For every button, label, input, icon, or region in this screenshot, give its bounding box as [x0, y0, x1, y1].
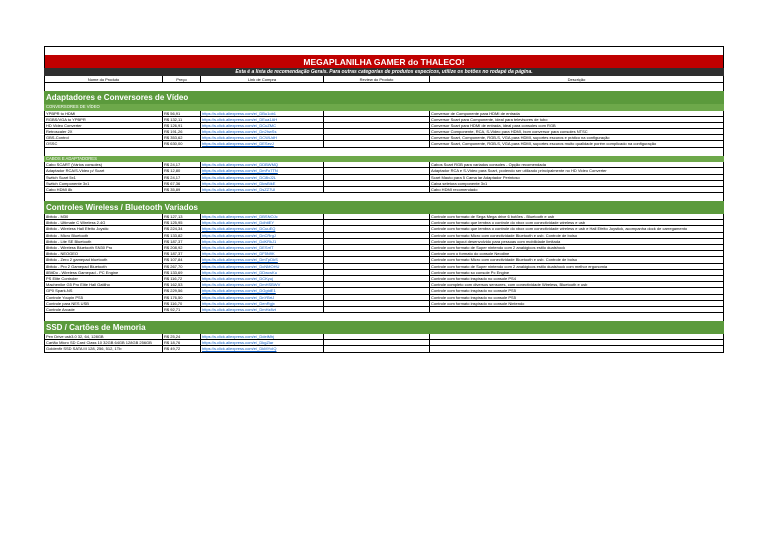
column-headers [44, 76, 724, 83]
product-price: R$ 353,62 [163, 135, 201, 141]
product-name: Goldenfir SSD SATA III 128, 256, 512, 1Tb [44, 346, 163, 352]
product-description: Controle com formato inspirado no console Nintendo [430, 301, 724, 307]
product-description: Conversor Componente, RCA, S-Video para HDMI, bom conversor para consoles NTSC [430, 129, 724, 135]
spacer-row [44, 83, 724, 91]
product-price: R$ 187,37 [163, 251, 201, 257]
product-price: R$ 116,72 [163, 276, 201, 282]
purchase-link[interactable]: https://s.click.aliexpress.com/e/_DEua1AH [201, 117, 324, 123]
product-price: R$ 67,36 [163, 181, 201, 187]
product-price: R$ 208,92 [163, 245, 201, 251]
product-description: Conversor Scart, Componente, RGB-S, VGA para HDMI, suportes escuros e prático na configuração [430, 135, 724, 141]
product-name: Cabo SCART (Vários consoles) [44, 162, 163, 168]
product-description [430, 346, 724, 352]
product-review [324, 307, 430, 313]
product-name: 8BitDo - Wireless Gamepad - PC Engine [44, 270, 163, 276]
product-price: R$ 25,24 [163, 334, 201, 340]
product-price: R$ 267,70 [163, 264, 201, 270]
product-price: R$ 224,34 [163, 226, 201, 232]
product-price: R$ 162,53 [163, 282, 201, 288]
table-row [44, 141, 724, 147]
purchase-link[interactable]: https://s.click.aliexpress.com/e/_DnYBrtJ [201, 295, 324, 301]
product-price: R$ 187,37 [163, 239, 201, 245]
section-title: Controles Wireless / Bluetooth Variados [44, 201, 724, 214]
purchase-link[interactable]: https://s.click.aliexpress.com/e/_DESrrlT [201, 245, 324, 251]
purchase-link[interactable]: https://s.click.aliexpress.com/e/_DmTpDkS [201, 257, 324, 263]
product-name: 8bitdo - M30 [44, 214, 163, 220]
purchase-link[interactable]: https://s.click.aliexpress.com/e/_DmHz8vt [201, 307, 324, 313]
spacer-row [44, 313, 724, 321]
purchase-link[interactable]: https://s.click.aliexpress.com/e/_DkMYcIQ [201, 346, 324, 352]
purchase-link[interactable]: https://s.click.aliexpress.com/e/_DdKRkJ1 [201, 239, 324, 245]
product-price: R$ 24,17 [163, 175, 201, 181]
product-price: R$ 127,13 [163, 214, 201, 220]
product-description: Controle com formato inspirado no console PS5 [430, 288, 724, 294]
product-name: YPBPR to HDMI [44, 111, 163, 117]
product-name: Switch Scart 5x1 [44, 175, 163, 181]
product-description: Controle com formato Micro com conectividade Bluetooth e usb. Controle de bolso [430, 233, 724, 239]
product-name: Controle Arcade [44, 307, 163, 313]
purchase-link[interactable]: https://s.click.aliexpress.com/e/_DCKyuj [201, 276, 324, 282]
product-description: Controle com formato so console Pc Engine [430, 270, 724, 276]
purchase-link[interactable]: https://s.click.aliexpress.com/e/_DdeiMhj [201, 334, 324, 340]
purchase-link[interactable]: https://s.click.aliexpress.com/e/_DESevJ [201, 141, 324, 147]
product-price: R$ 92,71 [163, 307, 201, 313]
header-link: Link de Compra [201, 76, 324, 83]
product-description: Controle com formato inspirado no console PS4 [430, 276, 724, 282]
product-name: PS Elite Controler [44, 276, 163, 282]
product-name: GBS-Control [44, 135, 163, 141]
product-price: R$ 107,84 [163, 257, 201, 263]
product-name: Cartão Micro SD Card Class 10 32GB 64GB 128GB 256GB [44, 340, 163, 346]
purchase-link[interactable]: https://s.click.aliexpress.com/e/_DnCRrgJ [201, 233, 324, 239]
purchase-link[interactable]: https://s.click.aliexpress.com/e/_DDwcsKu [201, 270, 324, 276]
product-description: Cabo HDMI recomendado [430, 187, 724, 193]
product-name: Pen Drive usb3.0 32, 64, 128GB [44, 334, 163, 340]
product-price: R$ 132,11 [163, 117, 201, 123]
product-price: R$ 24,17 [163, 162, 201, 168]
purchase-link[interactable]: https://s.click.aliexpress.com/e/_DDBWMQ [201, 162, 324, 168]
purchase-link[interactable]: https://s.click.aliexpress.com/e/_DC8bJ2L [201, 175, 324, 181]
product-name: Controle Youpin PS5 [44, 295, 163, 301]
product-name: OSSC [44, 141, 163, 147]
product-price: R$ 116,70 [163, 301, 201, 307]
product-price: R$ 35,89 [163, 187, 201, 193]
product-price: R$ 49,72 [163, 346, 201, 352]
purchase-link[interactable]: https://s.click.aliexpress.com/e/_DkwBikE [201, 181, 324, 187]
product-name: Adaptador RCA/S-Video p/ Scart [44, 168, 163, 174]
purchase-link[interactable]: https://s.click.aliexpress.com/e/_DkgZlar [201, 340, 324, 346]
page-subtitle: Esta é a lista de recomendação Gerais. Para outras categorias de produtos especicos, utilize os botões no rodapé da página. [44, 68, 724, 76]
product-name: Switch Componente 3x1 [44, 181, 163, 187]
purchase-link[interactable]: https://s.click.aliexpress.com/e/_DenRgjx [201, 301, 324, 307]
product-name: 8bitdo - Micro Bluetooth [44, 233, 163, 239]
purchase-link[interactable]: https://s.click.aliexpress.com/e/_DBSNOJc [201, 214, 324, 220]
product-price: R$ 630,00 [163, 141, 201, 147]
product-price: R$ 133,69 [163, 270, 201, 276]
product-name: Machenike G5 Pro Elite Hall Gatilho [44, 282, 163, 288]
product-name: HD Video Converter [44, 123, 163, 129]
spacer-row [44, 148, 724, 156]
product-description: Caixa seletora componente 3x1 [430, 181, 724, 187]
product-description: Conversor Scart para Componente, ideal para televisores de tubo [430, 117, 724, 123]
product-name: Cabo HDMI 8k [44, 187, 163, 193]
header-price: Preço [163, 76, 201, 83]
purchase-link[interactable]: https://s.click.aliexpress.com/e/_DF5N9K [201, 251, 324, 257]
product-description: Scart Mauto para 5 Cama lar Adaptador Perintoso [430, 175, 724, 181]
product-name: Retroscaler 2X [44, 129, 163, 135]
section-title: Adaptadores e Conversores de Vídeo [44, 91, 724, 104]
product-description: Adaptador RCA e S-Video para Scart, podendo ser utilizado principalmente no HD Video Converter [430, 168, 724, 174]
product-name: 8bitdo - Zero 2 gamepad bluetooth [44, 257, 163, 263]
product-description: Conversor Scart para HDMI de entrada, ideal para consoles com RGB [430, 123, 724, 129]
product-description: Controle com layout desenvolvido para pessoas com mobilidade limitada [430, 239, 724, 245]
product-price: R$ 12,80 [163, 168, 201, 174]
purchase-link[interactable]: https://s.click.aliexpress.com/e/_Dn2hwSs [201, 129, 324, 135]
purchase-link[interactable]: https://s.click.aliexpress.com/e/_DcNMOHU [201, 264, 324, 270]
page-title: MEGAPLANILHA GAMER do THALECO! [44, 55, 724, 68]
purchase-link[interactable]: https://s.click.aliexpress.com/e/_DCuuEQ [201, 226, 324, 232]
product-review [324, 141, 430, 147]
product-description [430, 307, 724, 313]
purchase-link[interactable]: https://s.click.aliexpress.com/e/_DCuZMC [201, 123, 324, 129]
subsection-title: CONVERSORES DE VÍDEO [44, 104, 724, 111]
product-price: R$ 125,95 [163, 220, 201, 226]
product-name: 8bitdo - Wireless Hall Efeito Joystic [44, 226, 163, 232]
purchase-link[interactable]: https://s.click.aliexpress.com/e/_DmFo7TN [201, 168, 324, 174]
product-name: RGBS/VGA to YPBPR [44, 117, 163, 123]
section-title: SSD / Cartões de Memoria [44, 321, 724, 334]
product-description: Controle com formato de Sega Mega drive 6 botões - Bluetooth e usb [430, 214, 724, 220]
product-price: R$ 56,91 [163, 111, 201, 117]
product-description: Controle com formato que lembra o controle do xbox com conectividade wireless e usb [430, 220, 724, 226]
product-description: Conversor de Componente para HDMI de entrada [430, 111, 724, 117]
purchase-link[interactable]: https://s.click.aliexpress.com/e/_DmHSBWV [201, 282, 324, 288]
purchase-link[interactable]: https://s.click.aliexpress.com/e/_DGgtdE1 [201, 288, 324, 294]
product-description: Controle com formato de Super nintendo com 2 analógicos estilo dualshock [430, 245, 724, 251]
spacer-row [44, 193, 724, 201]
table-row [44, 307, 724, 313]
product-description: Cabos Scart RGB para variados consoles - Opção recomendada [430, 162, 724, 168]
product-description: Conversor Scart, Componente, RGB-S, VGA para HDMI, suportes escuros muito qualidade porém complicado na configuração [430, 141, 724, 147]
product-description: Controle com formato Micro com conectividade Bluetooth e usb. Controle de bolso [430, 257, 724, 263]
product-name: 8bitdo - NEOGEO [44, 251, 163, 257]
product-price: R$ 133,82 [163, 233, 201, 239]
product-name: 8bitdo - Pro 2 Gamepad Bluetooth [44, 264, 163, 270]
product-price: R$ 191,26 [163, 129, 201, 135]
product-review [324, 187, 430, 193]
product-name: 8bitdo - Lite SE Bluetooth [44, 239, 163, 245]
table-row [44, 346, 724, 352]
product-description: Controle com o formato do console Neodine [430, 251, 724, 257]
header-desc: Descrição [430, 76, 724, 83]
product-price: R$ 176,50 [163, 295, 201, 301]
product-description: Controle com formato inspirado no console PS5 [430, 295, 724, 301]
product-price: R$ 126,91 [163, 123, 201, 129]
purchase-link[interactable]: https://s.click.aliexpress.com/e/_DdhtiEY [201, 220, 324, 226]
product-name: 8bitdo - Wireless Bluetooth SN30 Pro [44, 245, 163, 251]
product-price: R$ 18,76 [163, 340, 201, 346]
spreadsheet [44, 46, 724, 353]
product-name: 8bitdo - Ultimate C Wireless 2.4G [44, 220, 163, 226]
product-review [324, 346, 430, 352]
purchase-link[interactable]: https://s.click.aliexpress.com/e/_DsZZ7UI [201, 187, 324, 193]
purchase-link[interactable]: https://s.click.aliexpress.com/e/_DBu1ob1 [201, 111, 324, 117]
product-description: Controle com formato que lembra o controle do xbox com conectividade wireless e usb e Hall Efeito Joystick, acompanha dock de carregamento [430, 226, 724, 232]
purchase-link[interactable]: https://s.click.aliexpress.com/e/_DCWUdH [201, 135, 324, 141]
header-name: Nome do Produto [44, 76, 163, 83]
product-name: Controle para NES USB [44, 301, 163, 307]
subsection-title: CABOS E ADAPTADORES [44, 156, 724, 163]
table-row [44, 187, 724, 193]
product-name: GP0 Spark-NS [44, 288, 163, 294]
product-description: Controle completo com diversos sensores, com conectividade Wireless, Bluetooth e usb [430, 282, 724, 288]
sheet-body [44, 83, 724, 353]
product-price: R$ 229,56 [163, 288, 201, 294]
header-review: Review do Produto [324, 76, 430, 83]
blank-row [44, 46, 724, 55]
product-description: Controle com formato de Super nintendo com 2 analógicos estilo dualshock com melhor ergonomia [430, 264, 724, 270]
